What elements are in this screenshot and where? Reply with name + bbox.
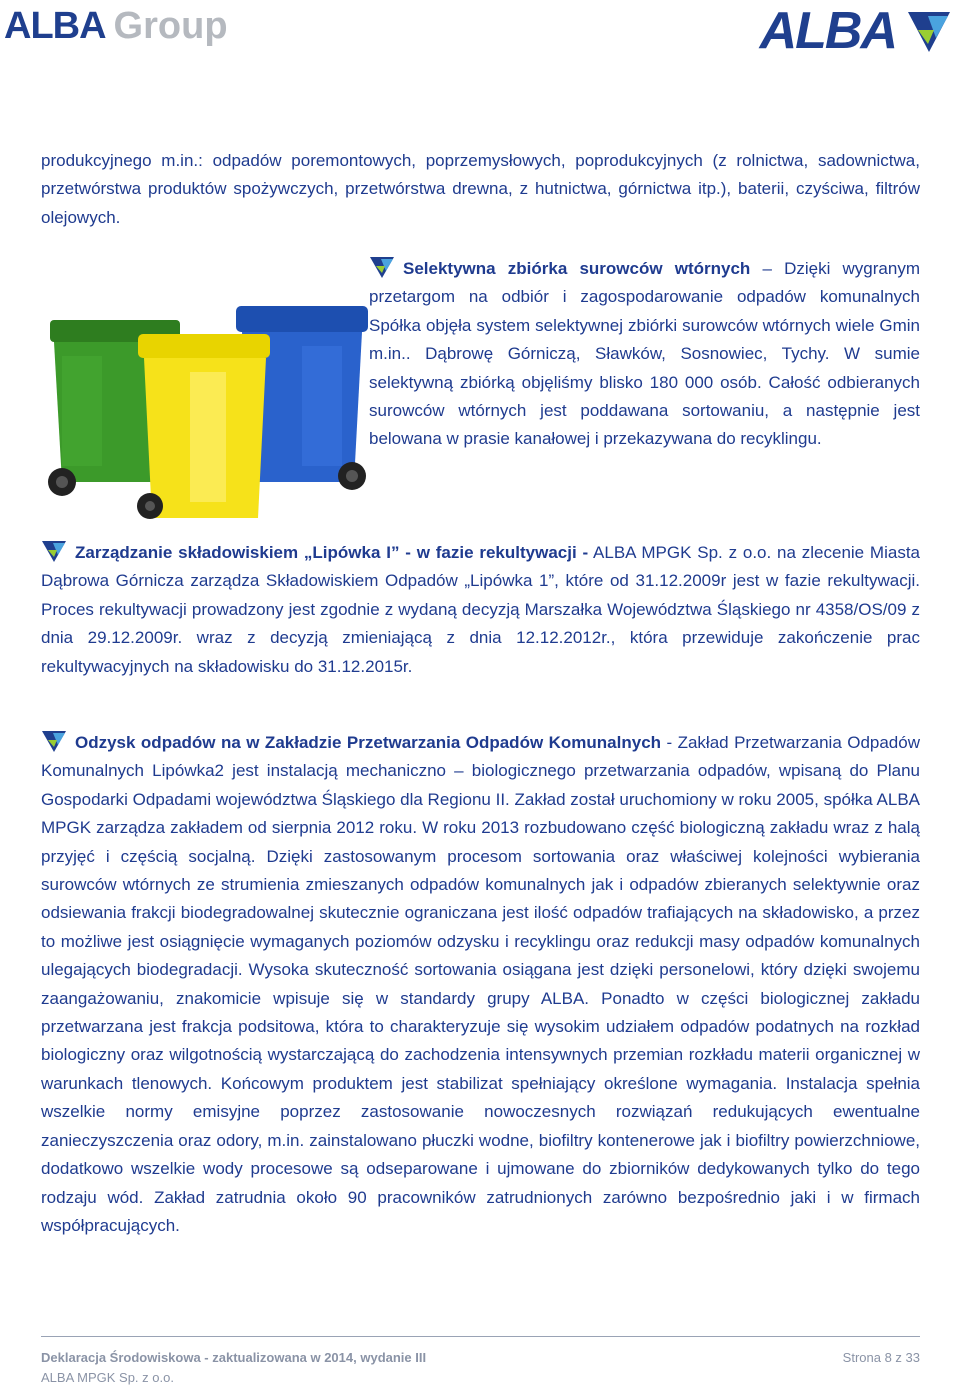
paragraph-selective-collection (41, 255, 920, 454)
section-title: Zarządzanie składowiskiem „Lipówka I” - w fazie rekultywacji - (75, 543, 589, 562)
section-text: ALBA MPGK Sp. z o.o. na zlecenie Miasta Dąbrowa Górnicza zarządza Składowiskiem Odpadów „Lipówka 1”, które od 31.12.2009r jest w fazie rekultywacji. Proces rekultywacji prowadzony jest zgodnie z wydaną decyzją Marszałka Województwa Śląskiego nr 4358/OS/09 z dnia 29.12.2009r. wraz z decyzją zmieniającą z dnia 12.12.2012r., która przewiduje zakończenie prac rekultywacyjnych na składowisku do 31.12.2015r. (41, 543, 921, 676)
page-number: Strona 8 z 33 (842, 1350, 920, 1365)
footer-doc-title: Deklaracja Środowiskowa - zaktualizowana w 2014, wydanie III (41, 1350, 427, 1365)
paragraph-waste-types: produkcyjnego m.in.: odpadów poremontowych, poprzemysłowych, poprodukcyjnych (z rolnictwa, sadownictwa, przetwórstwa produktów spożywczych, przetwórstwa drewna, z hutnictwa, górnictwa itp.), baterii, czyściwa, filtrów olejowych. (41, 151, 920, 227)
section-title: Selektywna zbiórka surowców wtórnych (403, 259, 751, 278)
footer-divider (41, 1336, 920, 1337)
paragraph-landfill (41, 539, 920, 681)
section-text: - Zakład Przetwarzania Odpadów Komunalnych Lipówka2 jest instalacją mechaniczno – biologicznego przetwarzania odpadów, wpisaną do Planu Gospodarki Odpadami województwa Śląskiego dla Regionu II. Zakład został uruchomiony w roku 2005, spółka ALBA MPGK zarządza zakładem od sierpnia 2012 roku. W roku 2013 rozbudowano część biologiczną zakładu wraz z halą przyjęć i częścią socjalną. Dzięki zastosowanym procesom sortowania oraz właściwej kolejności wybierania surowców wtórnych ze strumienia zmieszanych odpadów komunalnych jak i odpadów zbieranych selektywnie oraz odsiewania frakcji biodegradowalnej skutecznie ograniczana jest ilość odpadów trafiających na składowisko, a przez to możliwe jest osiągnięcie wymaganych poziomów odzysku i recyklingu oraz redukcji masy odpadów komunalnych ulegających biodegradacji. Wysoka skuteczność sortowania osiągana jest dzięki personelowi, który dzięki swojemu zaangażowaniu, znakomicie wpisuje się w standardy grupy ALBA. Ponadto w części biologicznej zakładu przetwarzana jest frakcja podsitowa, która to charakteryzuje się wysokim udziałem odpadów podatnych na rozkład biologiczny oraz wilgotnością wystarczającą do zachodzenia intensywnych przemian rozkładu materii organicznej w warunkach tlenowych. Końcowym produktem jest stabilizat spełniający określone wymagania. Instalacja spełnia wszelkie normy emisyjne poprzez zastosowanie nowoczesnych rozwiązań redukujących ewentualne zanieczyszczenia oraz odory, m.in. zainstalowano płuczki wodne, biofiltry kontenerowe jak i biofiltry powierzchniowe, dodatkowo wszelkie wody procesowe są odseparowane i ujmowane do zbiorników dedykowanych tylko do tego rodzaju wód. Zakład zatrudnia około 90 pracowników zatrudnionych zarówno bezpośrednio jaki i w firmach współpracujących. (41, 733, 920, 1235)
alba-emblem-icon (904, 6, 954, 56)
alba-logo (759, 2, 954, 60)
footer-company: ALBA MPGK Sp. z o.o. (41, 1370, 174, 1385)
paragraph-waste-recovery (41, 729, 920, 1240)
alba-bullet-icon (41, 729, 67, 753)
alba-bullet-icon (41, 539, 67, 563)
section-title: Odzysk odpadów na w Zakładzie Przetwarzania Odpadów Komunalnych (75, 733, 662, 752)
footer-left (41, 1348, 426, 1388)
alba-group-logo (4, 6, 228, 46)
logo-left-group: Group (113, 5, 228, 47)
logo-right-brand: ALBA (759, 2, 896, 60)
logo-left-brand: ALBA (4, 5, 106, 47)
alba-bullet-icon (369, 255, 395, 279)
section-text: – Dzięki wygranym przetargom na odbiór i zagospodarowanie odpadów komunalnych Spółka objęła system selektywnej zbiórki surowców wtórnych wiele Gmin m.in.. Dąbrowę Górniczą, Sławków, Sosnowiec, Tychy. W sumie selektywną zbiórką objęliśmy blisko 180 000 osób. Całość odbieranych surowców wtórnych jest poddawana sortowaniu, a następnie jest belowana w prasie kanałowej i przekazywana do recyklingu. (369, 259, 920, 449)
